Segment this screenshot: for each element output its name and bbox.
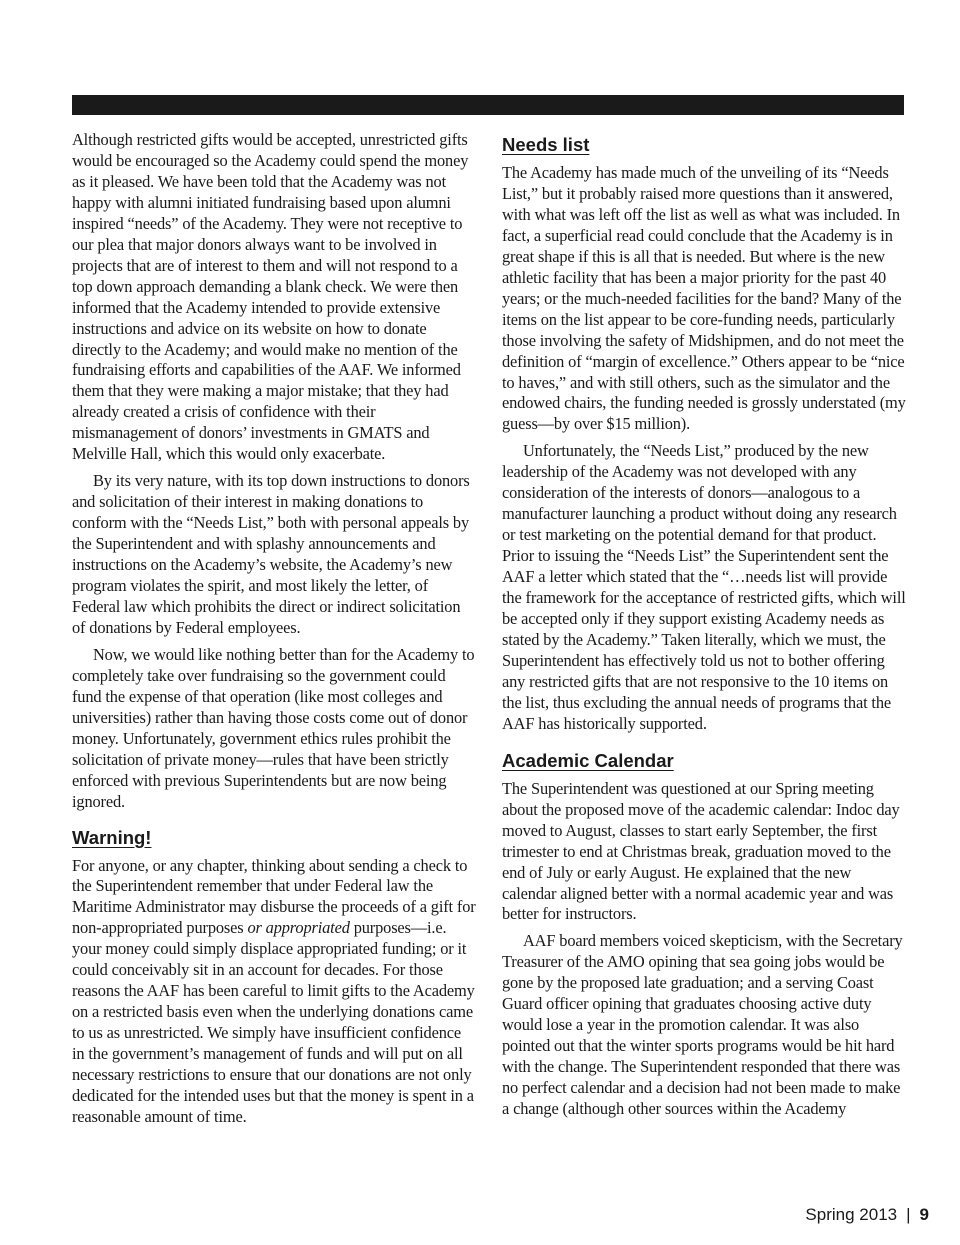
warning-paragraph: [72, 856, 476, 1128]
body-paragraph: Now, we would like nothing better than for the Academy to completely take over fundraising so the government could fund the expense of that operation (like most colleges and universities) rather than having those costs come out of donor money. Unfortunately, government ethics rules prohibit the solicitation of private money—rules that have been strictly enforced with previous Superintendents but are now being ignored.: [72, 644, 475, 811]
issue-label: Spring 2013: [805, 1205, 898, 1224]
body-paragraph: The Superintendent was questioned at our Spring meeting about the proposed move of the academic calendar: Indoc day moved to August, classes to start early September, the first trimester to end at Christmas break, graduation moved to the end of July or early August. He explained that the new calendar aligned better with a normal academic year and was better for instructors.: [502, 778, 900, 924]
header-rule-bar: [72, 95, 904, 115]
text-run: purposes—i.e. your money could simply displace appropriated funding; or it could conceivably sit in an account for decades. For those reasons the AAF has been careful to limit gifts to the Academy on a restricted basis even when the underlying donations came to us as unrestricted. We simply have insufficient confidence in the government’s management of funds and will put on all necessary restrictions to ensure that our donations are not only dedicated for the intended uses but that the money is spent in a reasonable amount of time.: [72, 918, 475, 1126]
page-number: 9: [919, 1205, 929, 1224]
section-heading-warning: Warning!: [72, 826, 152, 848]
body-paragraph: The Academy has made much of the unveiling of its “Needs List,” but it probably raised more questions than it answered, with what was left off the list as well as what was included. In fact, a superficial read could conclude that the Academy is in great shape if this is all that is needed. But where is the new athletic facility that has been a major priority for the past 40 years; or the much-needed facilities for the band? Many of the items on the list appear to be core-funding needs, particularly those involving the safety of Midshipmen, and do not meet the definition of “margin of excellence.” Others appear to be “nice to haves,” and with still others, such as the simulator and the endowed chairs, the funding needed is grossly understated (my guess—by over $15 million).: [502, 163, 906, 434]
page-footer: [805, 1205, 929, 1225]
left-column: [72, 130, 476, 1128]
right-column: [502, 130, 906, 1120]
body-paragraph: By its very nature, with its top down instructions to donors and solicitation of their interest in making donations to conform with the “Needs List,” both with personal appeals by the Superintendent and with splashy announcements and instructions on the Academy’s website, the Academy’s new program violates the spirit, and most likely the letter, of Federal law which prohibits the direct or indirect solicitation of donations by Federal employees.: [72, 471, 470, 637]
text-run: For anyone, or any chapter, thinking about sending a check to the Superintendent remember that under Federal law the Maritime Administrator may disburse the proceeds of a gift for non-appropriated purposes: [72, 855, 476, 938]
footer-separator: |: [906, 1205, 911, 1224]
body-paragraph: Unfortunately, the “Needs List,” produced by the new leadership of the Academy was not developed with any consideration of the interests of donors—analogous to a manufacturer launching a product without doing any research or test marketing on the potential demand for that product. Prior to issuing the “Needs List” the Superintendent sent the AAF a letter which stated that the “…needs list will provide the framework for the acceptance of restricted gifts, which will be accepted only if they support existing Academy needs as stated by the Academy.” Taken literally, which we must, the Superintendent has effectively told us not to bother offering any restricted gifts that are not responsive to the 10 items on the list, thus excluding the annual needs of programs that the AAF has historically supported.: [502, 441, 906, 733]
section-heading-needs-list: Needs list: [502, 134, 590, 155]
section-heading-academic-calendar: Academic Calendar: [502, 749, 674, 771]
emphasis-text: or appropriated: [247, 918, 350, 938]
body-paragraph: AAF board members voiced skepticism, with the Secretary Treasurer of the AMO opining that sea going jobs would be gone by the proposed late graduation; and a serving Coast Guard officer opining that graduates choosing active duty would lose a year in the promotion calendar. It was also pointed out that the winter sports programs would be hit hard with the change. The Superintendent responded that there was no perfect calendar and a decision had not been made to make a change (although other sources within the Academy: [502, 931, 903, 1119]
body-paragraph: Although restricted gifts would be accepted, unrestricted gifts would be encouraged so the Academy could spend the money as it pleased. We have been told that the Academy was not happy with alumni initiated fundraising based upon alumni inspired “needs” of the Academy. They were not receptive to our plea that major donors always want to be involved in projects that are of interest to them and will not respond to a top down approach demanding a blank check. We were then informed that the Academy intended to provide extensive instructions and advice on its website on how to donate directly to the Academy; and would make no mention of the fundraising efforts and capabilities of the AAF. We informed them that they were making a major mistake; that they had already created a crisis of confidence with their mismanagement of donors’ investments in GMATS and Melville Hall, which this would only exacerbate.: [72, 130, 469, 464]
